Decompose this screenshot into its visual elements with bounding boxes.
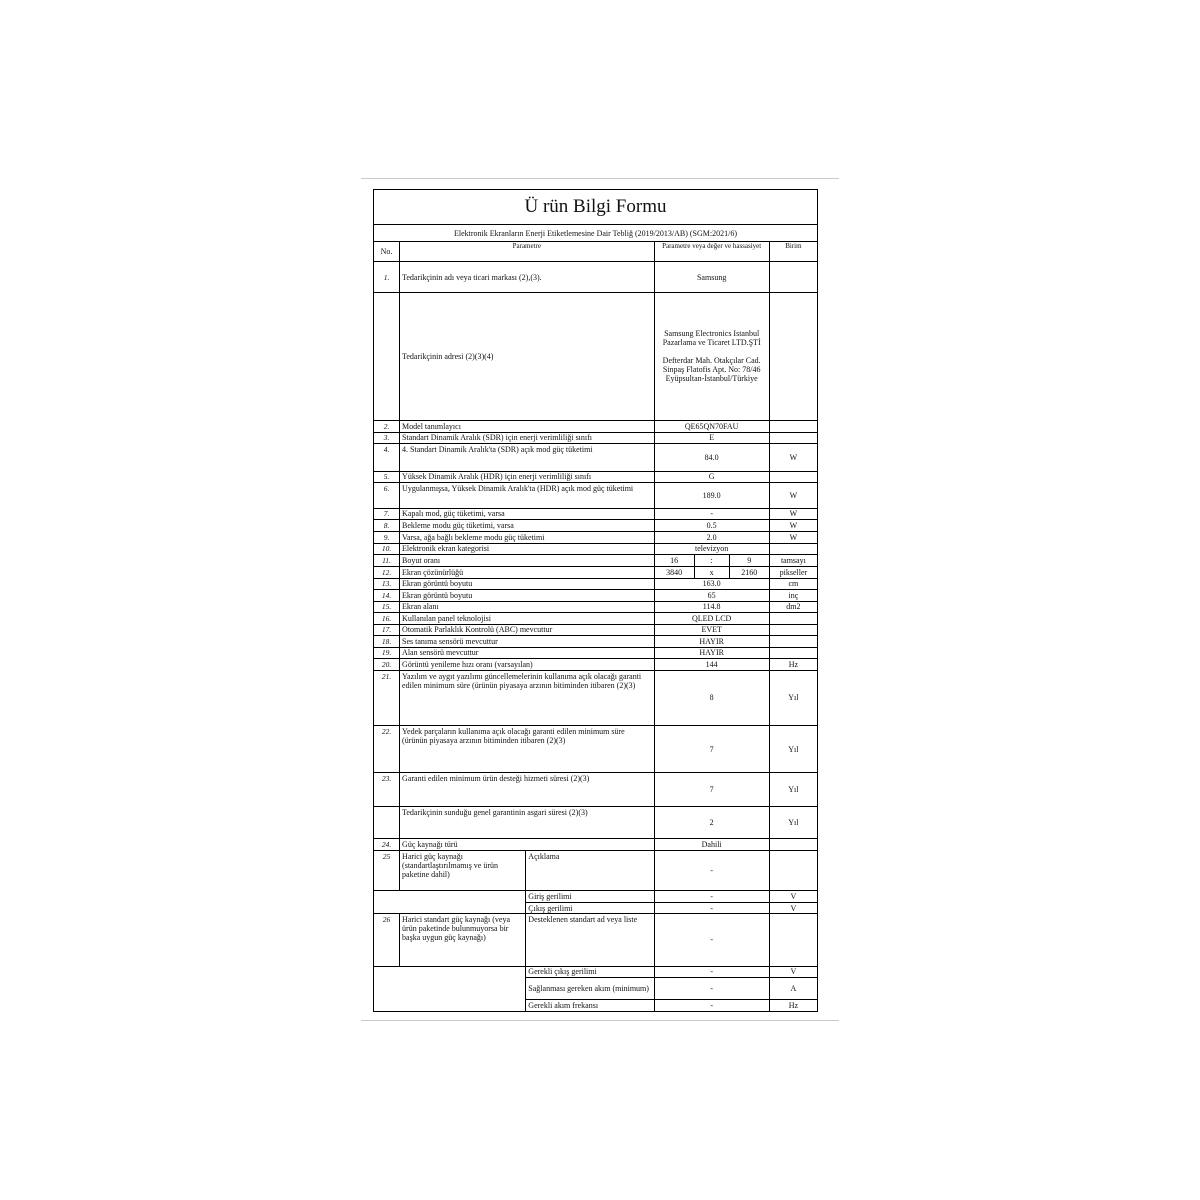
row-value: 163.0: [654, 578, 769, 589]
table-row: [374, 891, 818, 903]
row-unit: W: [769, 531, 817, 543]
row-unit: Hz: [769, 658, 817, 670]
row-number: 15.: [374, 601, 400, 612]
row-value: 65: [654, 589, 769, 601]
top-rule: [361, 178, 839, 179]
row-parameter: Ses tanıma sensörü mevcuttur: [400, 635, 655, 647]
table-row: [374, 531, 818, 543]
row-value: -: [654, 851, 769, 891]
row-unit: Yıl: [769, 726, 817, 773]
row-value: 84.0: [654, 443, 769, 471]
sub-parameter: Açıklama: [526, 851, 654, 891]
row-number: 23.: [374, 773, 400, 807]
row-parameter: Standart Dinamik Aralık (SDR) için enerji verimliliği sınıfı: [400, 432, 655, 443]
row-unit: Yıl: [769, 773, 817, 807]
row-parameter: Varsa, ağa bağlı bekleme modu güç tüketimi: [400, 531, 655, 543]
table-row: [374, 508, 818, 519]
table-row: [374, 635, 818, 647]
row-value: 7: [654, 726, 769, 773]
row-unit: W: [769, 519, 817, 531]
sub-parameter: Gerekli akım frekansı: [526, 999, 654, 1011]
row-unit: [769, 543, 817, 554]
row-parameter: Görüntü yenileme hızı oranı (varsayılan): [400, 658, 655, 670]
row-parameter: Yedek parçaların kullanıma açık olacağı garanti edilen minimum süre (ürünün piyasaya arzının bitiminden itibaren (2)(3): [400, 726, 655, 773]
table-row: [374, 647, 818, 658]
row-value: 189.0: [654, 482, 769, 508]
table-row: [374, 624, 818, 635]
row-number: 16.: [374, 612, 400, 624]
table-row: [374, 914, 818, 966]
row-parameter: Bekleme modu güç tüketimi, varsa: [400, 519, 655, 531]
product-info-form: [373, 189, 818, 1012]
sub-parameter: Gerekli çıkış gerilimi: [526, 966, 654, 977]
row-number: 19.: [374, 647, 400, 658]
table-row: [374, 293, 818, 420]
row-number: 9.: [374, 531, 400, 543]
row-value: 2.0: [654, 531, 769, 543]
row-unit: tamsayı: [769, 554, 817, 566]
row-value: HAYIR: [654, 635, 769, 647]
row-value: QLED LCD: [654, 612, 769, 624]
row-parameter: Harici standart güç kaynağı (veya ürün paketinde bulunmuyorsa bir başka uygun güç kaynağı): [400, 914, 526, 966]
row-value: -: [654, 966, 769, 977]
row-value: E: [654, 432, 769, 443]
row-unit: [769, 635, 817, 647]
empty-cell: [374, 966, 526, 1011]
resolution-separator: x: [694, 566, 729, 578]
row-unit: [769, 624, 817, 635]
row-parameter: Model tanımlayıcı: [400, 420, 655, 432]
resolution-height: 2160: [729, 566, 769, 578]
row-parameter: Harici güç kaynağı (standartlaştırılmamış ve ürün paketine dahil): [400, 851, 526, 891]
table-row: [374, 482, 818, 508]
row-parameter: Otomatik Parlaklık Kontrolü (ABC) mevcuttur: [400, 624, 655, 635]
table-row: [374, 566, 818, 578]
row-number: 3.: [374, 432, 400, 443]
form-title: Ü rün Bilgi Formu: [374, 190, 818, 225]
row-unit: V: [769, 966, 817, 977]
row-value: -: [654, 903, 769, 914]
row-number: [374, 293, 400, 420]
row-number: 2.: [374, 420, 400, 432]
row-number: 22.: [374, 726, 400, 773]
row-value: -: [654, 891, 769, 903]
table-row: [374, 589, 818, 601]
row-unit: [769, 471, 817, 482]
row-value: G: [654, 471, 769, 482]
row-parameter: Kullanılan panel teknolojisi: [400, 612, 655, 624]
row-value: 7: [654, 773, 769, 807]
ratio-height: 9: [729, 554, 769, 566]
row-value: HAYIR: [654, 647, 769, 658]
row-number: 18.: [374, 635, 400, 647]
row-number: 25: [374, 851, 400, 891]
row-unit: W: [769, 508, 817, 519]
row-number: 20.: [374, 658, 400, 670]
row-number: 4.: [374, 443, 400, 471]
row-parameter: Ekran alanı: [400, 601, 655, 612]
row-unit: V: [769, 891, 817, 903]
table-row: [374, 612, 818, 624]
row-unit: [769, 420, 817, 432]
row-value: 0.5: [654, 519, 769, 531]
table-row: [374, 443, 818, 471]
row-number: 8.: [374, 519, 400, 531]
row-value: EVET: [654, 624, 769, 635]
table-row: [374, 839, 818, 851]
row-parameter: Ekran görüntü boyutu: [400, 589, 655, 601]
table-row: [374, 851, 818, 891]
table-row: [374, 670, 818, 725]
row-value: -: [654, 914, 769, 966]
table-row: [374, 658, 818, 670]
row-number: 5.: [374, 471, 400, 482]
header-unit: Birim: [769, 242, 817, 262]
table-row: [374, 554, 818, 566]
row-unit: [769, 612, 817, 624]
address-line: Sinpaş Flatofis Apt. No: 78/46: [662, 365, 761, 375]
row-unit: A: [769, 977, 817, 999]
sub-parameter: Sağlanması gereken akım (minimum): [526, 977, 654, 999]
row-number: 17.: [374, 624, 400, 635]
row-parameter: Elektronik ekran kategorisi: [400, 543, 655, 554]
row-parameter: Tedarikçinin adı veya ticari markası (2),(3).: [400, 262, 655, 293]
row-parameter: 4. Standart Dinamik Aralık'ta (SDR) açık mod güç tüketimi: [400, 443, 655, 471]
bottom-rule: [361, 1020, 839, 1021]
table-row: [374, 726, 818, 773]
sub-parameter: Çıkış gerilimi: [526, 903, 654, 914]
row-number: 1.: [374, 262, 400, 293]
row-parameter: Güç kaynağı türü: [400, 839, 655, 851]
row-parameter: Garanti edilen minimum ürün desteği hizmeti süresi (2)(3): [400, 773, 655, 807]
row-value: -: [654, 508, 769, 519]
table-row: [374, 601, 818, 612]
row-parameter: Ekran çözünürlüğü: [400, 566, 655, 578]
row-number: 14.: [374, 589, 400, 601]
table-row: [374, 543, 818, 554]
row-value: 8: [654, 670, 769, 725]
row-number: 21.: [374, 670, 400, 725]
form-subtitle: Elektronik Ekranların Enerji Etiketlemesine Dair Tebliğ (2019/2013/AB) (SGM:2021/6): [374, 225, 818, 242]
table-row: [374, 519, 818, 531]
header-row: [374, 242, 818, 262]
row-unit: W: [769, 482, 817, 508]
row-value: 114.8: [654, 601, 769, 612]
row-unit: inç: [769, 589, 817, 601]
row-unit: cm: [769, 578, 817, 589]
row-parameter: Kapalı mod, güç tüketimi, varsa: [400, 508, 655, 519]
table-row: [374, 966, 818, 977]
row-number: 7.: [374, 508, 400, 519]
row-unit: W: [769, 443, 817, 471]
table-row: [374, 807, 818, 839]
row-unit: [769, 432, 817, 443]
address-line: Samsung Electronics Istanbul: [664, 329, 760, 339]
row-parameter: Tedarikçinin sunduğu genel garantinin asgari süresi (2)(3): [400, 807, 655, 839]
sub-parameter: Desteklenen standart ad veya liste: [526, 914, 654, 966]
row-value: -: [654, 999, 769, 1011]
row-unit: [769, 839, 817, 851]
row-value: Samsung: [654, 262, 769, 293]
row-number: 13.: [374, 578, 400, 589]
table-row: [374, 773, 818, 807]
row-unit: Yıl: [769, 807, 817, 839]
table-row: [374, 262, 818, 293]
row-unit: dm2: [769, 601, 817, 612]
row-unit: [769, 262, 817, 293]
row-value: Dahili: [654, 839, 769, 851]
row-unit: [769, 293, 817, 420]
row-parameter: Boyut oranı: [400, 554, 655, 566]
row-parameter: Alan sensörü mevcuttur: [400, 647, 655, 658]
header-value: Parametre veya değer ve hassasiyet: [654, 242, 769, 262]
ratio-width: 16: [654, 554, 694, 566]
row-unit: [769, 914, 817, 966]
row-unit: Yıl: [769, 670, 817, 725]
row-unit: [769, 647, 817, 658]
row-value: 144: [654, 658, 769, 670]
row-number: 10.: [374, 543, 400, 554]
supplier-address: [654, 293, 769, 420]
table-row: [374, 578, 818, 589]
table-row: [374, 420, 818, 432]
address-line: Eyüpsultan-İstanbul/Türkiye: [665, 374, 758, 384]
row-unit: Hz: [769, 999, 817, 1011]
ratio-separator: :: [694, 554, 729, 566]
row-value: televizyon: [654, 543, 769, 554]
row-unit: [769, 851, 817, 891]
sub-parameter: Giriş gerilimi: [526, 891, 654, 903]
table-row: [374, 432, 818, 443]
row-parameter: Ekran görüntü boyutu: [400, 578, 655, 589]
row-number: 24.: [374, 839, 400, 851]
row-value: QE65QN70FAU: [654, 420, 769, 432]
address-line: Pazarlama ve Ticaret LTD.ŞTİ: [662, 338, 761, 348]
row-parameter: Yazılım ve aygıt yazılımı güncellemelerinin kullanıma açık olacağı garanti edilen minimum süre (ürünün piyasaya arzının bitiminden itibaren (2)(3): [400, 670, 655, 725]
row-parameter: Tedarikçinin adresi (2)(3)(4): [400, 293, 655, 420]
resolution-width: 3840: [654, 566, 694, 578]
table-row: [374, 471, 818, 482]
row-number: 26: [374, 914, 400, 966]
row-number: 12.: [374, 566, 400, 578]
row-number: [374, 807, 400, 839]
row-unit: pikseller: [769, 566, 817, 578]
address-line: Defterdar Mah. Otakçılar Cad.: [662, 356, 761, 366]
row-value: -: [654, 977, 769, 999]
row-value: 2: [654, 807, 769, 839]
row-number: 11.: [374, 554, 400, 566]
row-number: 6.: [374, 482, 400, 508]
row-parameter: Yüksek Dinamik Aralık (HDR) için enerji verimliliği sınıfı: [400, 471, 655, 482]
row-unit: V: [769, 903, 817, 914]
header-parameter: Parametre: [400, 242, 655, 262]
row-parameter: Uygulanmışsa, Yüksek Dinamik Aralık'ta (HDR) açık mod güç tüketimi: [400, 482, 655, 508]
empty-cell: [374, 891, 526, 914]
header-no: No.: [374, 242, 400, 262]
